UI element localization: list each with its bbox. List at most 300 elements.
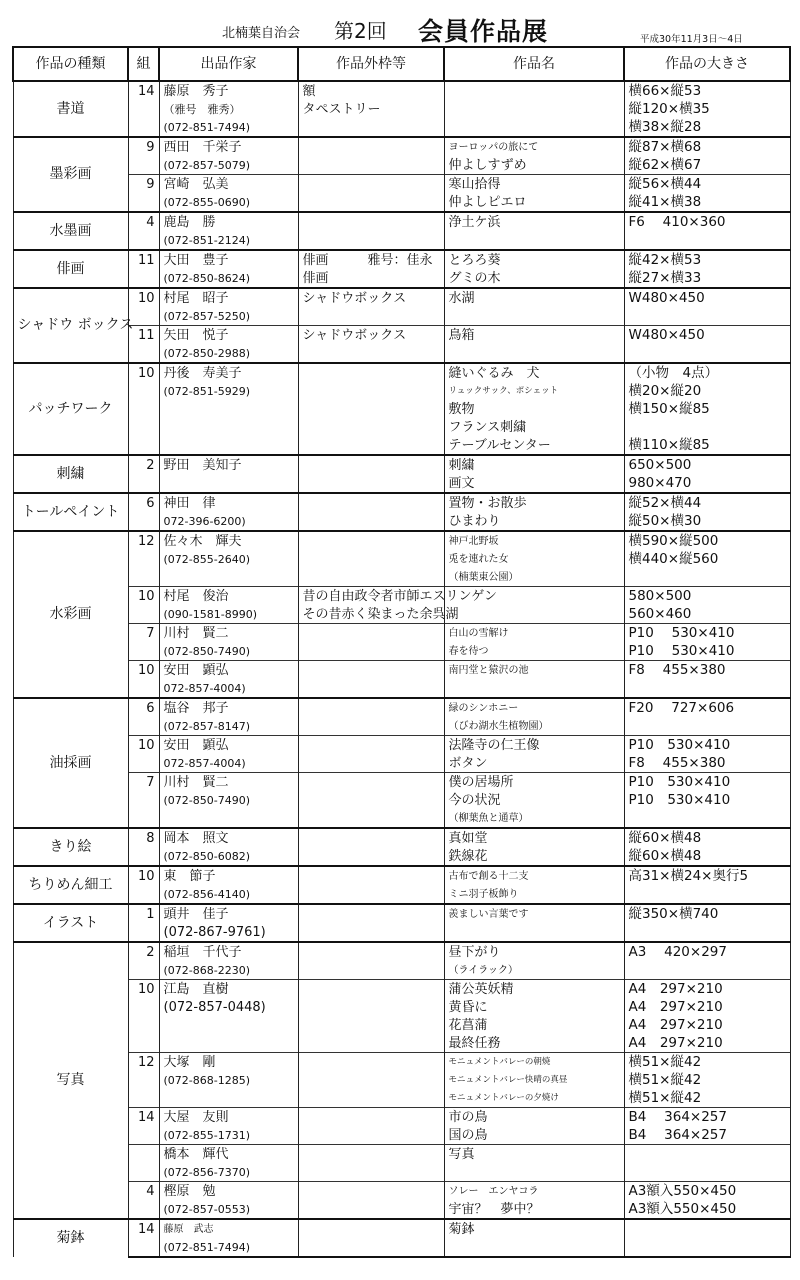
title-cell <box>444 679 624 698</box>
artist-cell <box>159 1089 298 1108</box>
title-cell: 真如堂 <box>444 828 624 847</box>
table-row <box>13 847 790 866</box>
group-cell <box>128 418 159 436</box>
category-cell: パッチワーク <box>13 363 128 455</box>
title-cell: 鉄線花 <box>444 847 624 866</box>
table-row <box>13 998 790 1016</box>
frame-cell <box>298 550 444 568</box>
title-cell: 南円堂と猿沢の池 <box>444 661 624 680</box>
group-cell: 11 <box>128 250 159 269</box>
group-cell <box>128 998 159 1016</box>
artist-cell: (072-856-4140) <box>159 885 298 904</box>
group-cell <box>128 474 159 493</box>
document-title: 会員作品展 <box>418 17 549 46</box>
artist-cell <box>159 1034 298 1053</box>
size-cell: F6 410×360 <box>624 212 790 231</box>
table-row <box>13 904 790 923</box>
title-cell: 春を待つ <box>444 642 624 661</box>
size-cell <box>624 717 790 736</box>
group-cell: 4 <box>128 1182 159 1201</box>
artist-cell: (072-868-2230) <box>159 961 298 980</box>
size-cell: 560×460 <box>624 605 790 624</box>
category-cell: 墨彩画 <box>13 137 128 212</box>
frame-cell: その昔赤く染まった余呉湖 <box>298 605 444 624</box>
size-cell: F8 455×380 <box>624 754 790 773</box>
group-cell <box>128 1071 159 1089</box>
group-cell: 14 <box>128 1108 159 1127</box>
exhibition-edition: 第2回 <box>334 19 387 43</box>
group-cell <box>128 269 159 288</box>
table-row <box>13 717 790 736</box>
group-cell: 10 <box>128 363 159 382</box>
table-row <box>13 809 790 828</box>
frame-cell <box>298 137 444 156</box>
title-cell: 蒲公英妖精 <box>444 980 624 999</box>
category-cell: ちりめん細工 <box>13 866 128 904</box>
title-cell: 黄昏に <box>444 998 624 1016</box>
size-cell: W480×450 <box>624 326 790 345</box>
artist-cell: (072-857-0448) <box>159 998 298 1016</box>
title-cell: 仲よしピエロ <box>444 193 624 212</box>
table-row <box>13 568 790 587</box>
table-row <box>13 81 790 100</box>
table-row <box>13 754 790 773</box>
group-cell: 7 <box>128 624 159 643</box>
title-cell: モニュメントバレーの朝焼 <box>444 1053 624 1072</box>
table-row <box>13 156 790 175</box>
header-category: 作品の種類 <box>13 47 128 81</box>
frame-cell <box>298 118 444 137</box>
size-cell: 横51×縦42 <box>624 1089 790 1108</box>
table-row <box>13 980 790 999</box>
organization-name: 北楠葉自治会 <box>222 26 301 41</box>
frame-cell <box>298 698 444 717</box>
table-row <box>13 923 790 942</box>
title-cell: （柳葉魚と通草） <box>444 809 624 828</box>
category-cell: 俳画 <box>13 250 128 288</box>
artist-cell: 樫原 勉 <box>159 1182 298 1201</box>
frame-cell <box>298 1071 444 1089</box>
group-cell <box>128 1016 159 1034</box>
artist-cell: 072-857-4004) <box>159 754 298 773</box>
group-cell: 8 <box>128 828 159 847</box>
group-cell <box>128 118 159 137</box>
group-cell: 6 <box>128 698 159 717</box>
title-cell: モニュメントバレー快晴の真昼 <box>444 1071 624 1089</box>
size-cell: P10 530×410 <box>624 773 790 792</box>
table-row <box>13 137 790 156</box>
title-cell: 緑のシンホニー <box>444 698 624 717</box>
size-cell: 横590×縦500 <box>624 531 790 550</box>
frame-cell <box>298 885 444 904</box>
table-row <box>13 642 790 661</box>
category-cell: 刺繍 <box>13 455 128 493</box>
title-cell: （びわ湖水生植物園） <box>444 717 624 736</box>
group-cell <box>128 605 159 624</box>
category-cell: きり絵 <box>13 828 128 866</box>
title-cell: 昼下がり <box>444 942 624 961</box>
group-cell: 6 <box>128 493 159 512</box>
frame-cell <box>298 923 444 942</box>
frame-cell <box>298 717 444 736</box>
artist-cell: 宮崎 弘美 <box>159 175 298 194</box>
size-cell: B4 364×257 <box>624 1126 790 1145</box>
table-row <box>13 828 790 847</box>
frame-cell <box>298 418 444 436</box>
group-cell: 10 <box>128 736 159 755</box>
frame-cell <box>298 866 444 885</box>
table-row <box>13 382 790 400</box>
frame-cell <box>298 624 444 643</box>
title-cell: 花菖蒲 <box>444 1016 624 1034</box>
artist-cell: 鹿島 勝 <box>159 212 298 231</box>
table-row <box>13 418 790 436</box>
frame-cell <box>298 1053 444 1072</box>
size-cell <box>624 1145 790 1164</box>
table-row <box>13 118 790 137</box>
table-row <box>13 866 790 885</box>
category-cell: 書道 <box>13 81 128 137</box>
frame-cell <box>298 1145 444 1164</box>
group-cell <box>128 1089 159 1108</box>
artist-cell: 岡本 照文 <box>159 828 298 847</box>
group-cell: 10 <box>128 980 159 999</box>
artist-cell: (072-857-8147) <box>159 717 298 736</box>
title-cell: 法隆寺の仁王像 <box>444 736 624 755</box>
table-row <box>13 400 790 418</box>
artist-cell: （雅号 雅秀） <box>159 100 298 118</box>
artist-cell <box>159 436 298 455</box>
title-cell: 僕の居場所 <box>444 773 624 792</box>
table-body <box>13 81 790 1257</box>
title-cell: フランス刺繍 <box>444 418 624 436</box>
table-row <box>13 587 790 606</box>
title-cell: ボタン <box>444 754 624 773</box>
group-cell: 9 <box>128 137 159 156</box>
size-cell: 縦120×横35 <box>624 100 790 118</box>
artist-cell: 丹後 寿美子 <box>159 363 298 382</box>
group-cell: 14 <box>128 81 159 100</box>
title-cell: 縫いぐるみ 犬 <box>444 363 624 382</box>
title-cell: 鳥箱 <box>444 326 624 345</box>
artist-cell: (072-850-2988) <box>159 344 298 363</box>
title-cell <box>444 231 624 250</box>
frame-cell <box>298 512 444 531</box>
frame-cell <box>298 455 444 474</box>
group-cell <box>128 642 159 661</box>
group-cell: 10 <box>128 866 159 885</box>
frame-cell <box>298 493 444 512</box>
group-cell: 1 <box>128 904 159 923</box>
group-cell <box>128 791 159 809</box>
category-cell: 菊鉢 <box>13 1219 128 1257</box>
frame-cell <box>298 661 444 680</box>
artist-cell: 東 節子 <box>159 866 298 885</box>
size-cell: A4 297×210 <box>624 998 790 1016</box>
table-row <box>13 1219 790 1238</box>
title-cell: 置物・お散歩 <box>444 493 624 512</box>
title-cell <box>444 118 624 137</box>
table-row <box>13 1053 790 1072</box>
group-cell <box>128 754 159 773</box>
table-row <box>13 961 790 980</box>
group-cell <box>128 231 159 250</box>
title-cell: 仲よしすずめ <box>444 156 624 175</box>
title-cell: 宇宙？ 夢中？ <box>444 1200 624 1219</box>
size-cell: 縦60×横48 <box>624 828 790 847</box>
size-cell <box>624 809 790 828</box>
artist-cell: 矢田 悦子 <box>159 326 298 345</box>
table-row <box>13 550 790 568</box>
artist-cell: (072-856-7370) <box>159 1163 298 1182</box>
size-cell <box>624 568 790 587</box>
group-cell: 10 <box>128 288 159 307</box>
category-cell: 水墨画 <box>13 212 128 250</box>
group-cell <box>128 1163 159 1182</box>
artist-cell <box>159 809 298 828</box>
table-row <box>13 455 790 474</box>
artist-cell: 安田 顕弘 <box>159 661 298 680</box>
frame-cell <box>298 1238 444 1257</box>
size-cell: 980×470 <box>624 474 790 493</box>
frame-cell <box>298 847 444 866</box>
frame-cell <box>298 156 444 175</box>
frame-cell <box>298 1016 444 1034</box>
artist-cell: (072-851-7494) <box>159 1238 298 1257</box>
size-cell: 横66×縦53 <box>624 81 790 100</box>
artist-cell: (072-850-7490) <box>159 791 298 809</box>
table-row <box>13 531 790 550</box>
frame-cell <box>298 904 444 923</box>
title-cell: テーブルセンター <box>444 436 624 455</box>
artist-cell: 頭井 佳子 <box>159 904 298 923</box>
title-cell: 刺繍 <box>444 455 624 474</box>
table-row <box>13 269 790 288</box>
title-cell: 画文 <box>444 474 624 493</box>
artist-cell: (072-850-6082) <box>159 847 298 866</box>
title-cell: 市の鳥 <box>444 1108 624 1127</box>
group-cell <box>128 1238 159 1257</box>
frame-cell <box>298 193 444 212</box>
artist-cell <box>159 418 298 436</box>
category-cell: イラスト <box>13 904 128 942</box>
frame-cell <box>298 1163 444 1182</box>
size-cell: F20 727×606 <box>624 698 790 717</box>
size-cell <box>624 679 790 698</box>
title-cell: 国の鳥 <box>444 1126 624 1145</box>
artist-cell: 野田 美知子 <box>159 455 298 474</box>
group-cell: 4 <box>128 212 159 231</box>
title-cell: ミニ羽子板飾り <box>444 885 624 904</box>
title-cell <box>444 1163 624 1182</box>
group-cell <box>128 568 159 587</box>
group-cell <box>128 436 159 455</box>
artist-cell: 川村 賢二 <box>159 624 298 643</box>
artist-cell: 塩谷 邦子 <box>159 698 298 717</box>
header-artist: 出品作家 <box>159 47 298 81</box>
title-cell: リュックサック、ポシェット <box>444 382 624 400</box>
artist-cell: (072-855-1731) <box>159 1126 298 1145</box>
frame-cell <box>298 1089 444 1108</box>
header-size: 作品の大きさ <box>624 47 790 81</box>
title-cell <box>444 1238 624 1257</box>
frame-cell <box>298 791 444 809</box>
group-cell: 2 <box>128 455 159 474</box>
artist-cell: 江島 直樹 <box>159 980 298 999</box>
artist-cell: (072-857-5250) <box>159 307 298 326</box>
size-cell: A4 297×210 <box>624 1016 790 1034</box>
artist-cell: (072-857-0553) <box>159 1200 298 1219</box>
frame-cell <box>298 568 444 587</box>
size-cell <box>624 1163 790 1182</box>
group-cell <box>128 961 159 980</box>
artist-cell <box>159 1016 298 1034</box>
title-cell: 写真 <box>444 1145 624 1164</box>
frame-cell <box>298 1034 444 1053</box>
group-cell: 11 <box>128 326 159 345</box>
table-row <box>13 193 790 212</box>
artist-cell: 西田 千栄子 <box>159 137 298 156</box>
size-cell: A3額入550×450 <box>624 1200 790 1219</box>
size-cell: 高31×横24×奥行5 <box>624 866 790 885</box>
size-cell: 横51×縦42 <box>624 1053 790 1072</box>
group-cell <box>128 1034 159 1053</box>
frame-cell <box>298 1219 444 1238</box>
table-row <box>13 1034 790 1053</box>
frame-cell: 俳画 雅号：佳永 <box>298 250 444 269</box>
size-cell: P10 530×410 <box>624 624 790 643</box>
group-cell <box>128 193 159 212</box>
size-cell: P10 530×410 <box>624 642 790 661</box>
group-cell: 14 <box>128 1219 159 1238</box>
group-cell <box>128 382 159 400</box>
frame-cell: 昔の自由政令者市師エスリンゲン <box>298 587 444 606</box>
artist-cell <box>159 400 298 418</box>
size-cell <box>624 231 790 250</box>
artist-cell: (072-850-7490) <box>159 642 298 661</box>
frame-cell <box>298 1108 444 1127</box>
table-row <box>13 736 790 755</box>
group-cell: 9 <box>128 175 159 194</box>
frame-cell <box>298 642 444 661</box>
artist-cell: (072-851-2124) <box>159 231 298 250</box>
size-cell: A3額入550×450 <box>624 1182 790 1201</box>
title-cell: モニュメントバレーの夕焼け <box>444 1089 624 1108</box>
category-cell: トールペイント <box>13 493 128 531</box>
artist-cell <box>159 474 298 493</box>
artist-cell: 橋本 輝代 <box>159 1145 298 1164</box>
group-cell: 12 <box>128 1053 159 1072</box>
table-row <box>13 1071 790 1089</box>
size-cell: 縦27×横33 <box>624 269 790 288</box>
size-cell: 650×500 <box>624 455 790 474</box>
artist-cell: 村尾 昭子 <box>159 288 298 307</box>
size-cell: 縦41×横38 <box>624 193 790 212</box>
group-cell <box>128 1145 159 1164</box>
frame-cell <box>298 828 444 847</box>
frame-cell <box>298 980 444 999</box>
table-row <box>13 773 790 792</box>
table-row <box>13 436 790 455</box>
artist-cell: 佐々木 輝夫 <box>159 531 298 550</box>
table-row <box>13 512 790 531</box>
title-cell <box>444 344 624 363</box>
artist-cell: (072-867-9761) <box>159 923 298 942</box>
artist-cell: 藤原 武志 <box>159 1219 298 1238</box>
header-group: 組 <box>128 47 159 81</box>
group-cell <box>128 156 159 175</box>
frame-cell <box>298 754 444 773</box>
artist-cell: 稲垣 千代子 <box>159 942 298 961</box>
table-row <box>13 1145 790 1164</box>
size-cell: （小物 4点） <box>624 363 790 382</box>
artist-cell: (090-1581-8990) <box>159 605 298 624</box>
size-cell <box>624 344 790 363</box>
artist-cell: (072-855-0690) <box>159 193 298 212</box>
frame-cell <box>298 679 444 698</box>
frame-cell <box>298 436 444 455</box>
size-cell: A4 297×210 <box>624 980 790 999</box>
table-row <box>13 212 790 231</box>
title-cell: （楠葉東公園） <box>444 568 624 587</box>
size-cell: W480×450 <box>624 288 790 307</box>
table-row <box>13 1108 790 1127</box>
group-cell <box>128 1126 159 1145</box>
category-cell: シャドウ ボックス <box>13 288 128 363</box>
artist-cell: (072-857-5079) <box>159 156 298 175</box>
group-cell: 10 <box>128 587 159 606</box>
group-cell: 7 <box>128 773 159 792</box>
table-row <box>13 1238 790 1257</box>
frame-cell: タペストリー <box>298 100 444 118</box>
artist-cell: 大田 豊子 <box>159 250 298 269</box>
artist-cell: 藤原 秀子 <box>159 81 298 100</box>
frame-cell <box>298 1126 444 1145</box>
size-cell <box>624 961 790 980</box>
size-cell: A3 420×297 <box>624 942 790 961</box>
size-cell: F8 455×380 <box>624 661 790 680</box>
group-cell <box>128 847 159 866</box>
artist-cell: (072-850-8624) <box>159 269 298 288</box>
frame-cell <box>298 382 444 400</box>
table-row <box>13 474 790 493</box>
title-cell: グミの木 <box>444 269 624 288</box>
title-cell: 今の状況 <box>444 791 624 809</box>
header-title: 作品名 <box>444 47 624 81</box>
table-row <box>13 698 790 717</box>
size-cell: 横38×縦28 <box>624 118 790 137</box>
title-cell <box>444 81 624 100</box>
group-cell <box>128 1200 159 1219</box>
category-cell: 水彩画 <box>13 531 128 698</box>
size-cell <box>624 885 790 904</box>
table-row <box>13 624 790 643</box>
title-cell: 古布で創る十二支 <box>444 866 624 885</box>
artist-cell: 村尾 俊治 <box>159 587 298 606</box>
size-cell: A4 297×210 <box>624 1034 790 1053</box>
table-row <box>13 1200 790 1219</box>
frame-cell <box>298 1182 444 1201</box>
frame-cell <box>298 773 444 792</box>
size-cell: 縦42×横53 <box>624 250 790 269</box>
frame-cell <box>298 736 444 755</box>
table-row <box>13 1163 790 1182</box>
group-cell <box>128 550 159 568</box>
group-cell <box>128 885 159 904</box>
frame-cell <box>298 212 444 231</box>
size-cell: 縦350×横740 <box>624 904 790 923</box>
exhibition-date: 平成30年11月3日～4日 <box>640 34 743 45</box>
